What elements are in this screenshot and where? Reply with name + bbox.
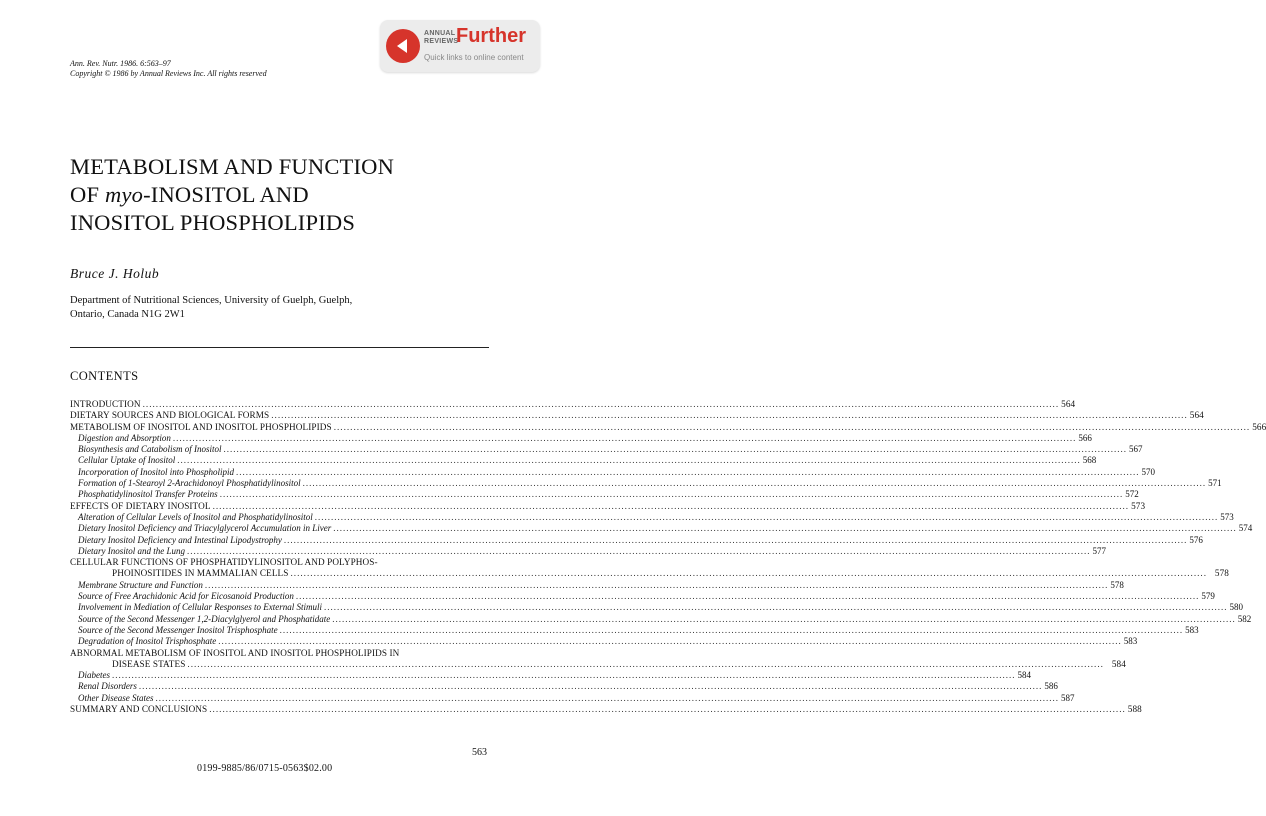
toc-entry-title: Other Disease States: [78, 692, 154, 703]
title-line-1: METABOLISM AND FUNCTION: [70, 154, 395, 179]
toc-entry-title: Membrane Structure and Function: [78, 579, 203, 590]
toc-page-number: 577: [1092, 545, 1106, 556]
citation-line: Ann. Rev. Nutr. 1986. 6:563–97: [70, 59, 171, 68]
toc-entry-title: DISEASE STATES: [112, 658, 186, 669]
toc-entry[interactable]: [70, 500, 1146, 512]
page-number: 563: [472, 747, 487, 758]
toc-entry-title: CELLULAR FUNCTIONS OF PHOSPHATIDYLINOSITOL AND POLYPHOS-: [70, 557, 378, 568]
toc-leader-dots: [177, 455, 1081, 466]
toc-page-number: 582: [1237, 613, 1252, 624]
toc-entry-title: Incorporation of Inositol into Phospholipid: [78, 466, 235, 477]
badge-further-label: Further: [456, 25, 526, 47]
title-line-3: INOSITOL PHOSPHOLIPIDS: [70, 210, 356, 235]
toc-page-number: 566: [1252, 421, 1266, 432]
toc-leader-dots: [205, 580, 1109, 591]
toc-subentry[interactable]: [70, 511, 1234, 523]
toc-leader-dots: [224, 444, 1128, 455]
toc-subentry[interactable]: [70, 579, 1124, 591]
toc-subentry[interactable]: [70, 478, 1222, 489]
toc-entry-title: Biosynthesis and Catabolism of Inositol: [78, 444, 222, 455]
toc-entry-title: Source of the Second Messenger 1,2-Diacylglyerol and Phosphatidate: [78, 613, 331, 624]
toc-page-number: 564: [1189, 410, 1204, 421]
journal-citation: [70, 59, 267, 79]
toc-subentry[interactable]: [70, 636, 1138, 647]
toc-leader-dots: [284, 535, 1188, 546]
toc-subentry[interactable]: [70, 523, 1253, 534]
contents-heading: CONTENTS: [70, 369, 139, 383]
toc-leader-dots: [209, 704, 1126, 715]
toc-entry-title: Alteration of Cellular Levels of Inositol and Phosphatidylinositol: [78, 511, 313, 522]
toc-entry-title: Source of Free Arachidonic Acid for Eicosanoid Production: [78, 591, 294, 602]
toc-entry-title: Degradation of Inositol Trisphosphate: [78, 636, 217, 647]
toc-entry-title: Dietary Inositol Deficiency and Intestinal Lipodystrophy: [78, 534, 282, 545]
toc-leader-dots: [271, 410, 1188, 421]
article-title: [70, 153, 394, 237]
toc-leader-dots: [290, 568, 1207, 579]
toc-page-number: 583: [1185, 624, 1199, 635]
issn-code: 0199-9885/86/0715-0563$02.00: [197, 763, 333, 774]
annual-reviews-further-badge[interactable]: [380, 20, 540, 72]
toc-page-number: 584: [1017, 670, 1031, 681]
toc-page-number: 570: [1141, 466, 1156, 477]
toc-page-number: 578: [1214, 568, 1230, 579]
toc-page-number: 586: [1044, 681, 1058, 692]
toc-entry-title: Dietary Inositol Deficiency and Triacylglycerol Accumulation in Liver: [78, 523, 332, 534]
author-affiliation: Department of Nutritional Sciences, University of Guelph, Guelph, Ontario, Canada N1G 2W1: [70, 295, 353, 320]
badge-subtitle: Quick links to online content: [424, 53, 524, 62]
toc-leader-dots: [220, 489, 1124, 500]
copyright-line: Copyright © 1986 by Annual Reviews Inc. All rights reserved: [70, 69, 267, 78]
toc-page-number: 587: [1061, 692, 1075, 703]
toc-subentry[interactable]: [70, 670, 1031, 681]
divider: [70, 347, 489, 348]
toc-subentry[interactable]: [70, 466, 1156, 478]
toc-subentry[interactable]: [70, 455, 1097, 466]
toc-page-number: 574: [1238, 523, 1253, 534]
toc-subentry[interactable]: [70, 681, 1058, 692]
toc-page-number: 588: [1127, 704, 1142, 715]
toc-leader-dots: [173, 433, 1077, 444]
toc-subentry[interactable]: [70, 545, 1106, 557]
toc-entry-title: Renal Disorders: [78, 681, 137, 692]
toc-entry-title: EFFECTS OF DIETARY INOSITOL: [70, 500, 211, 511]
toc-leader-dots: [332, 614, 1236, 625]
toc-entry-title: Source of the Second Messenger Inositol Trisphosphate: [78, 624, 278, 635]
toc-leader-dots: [333, 523, 1237, 534]
toc-entry-title: METABOLISM OF INOSITOL AND INOSITOL PHOSPHOLIPIDS: [70, 421, 332, 432]
toc-page-number: 576: [1189, 534, 1203, 545]
arrow-icon: [386, 29, 420, 63]
toc-entry[interactable]: [70, 647, 1126, 671]
toc-page-number: 573: [1131, 500, 1146, 511]
toc-entry-title: INTRODUCTION: [70, 399, 141, 409]
toc-leader-dots: [213, 501, 1130, 512]
toc-page-number: 567: [1129, 444, 1143, 455]
toc-entry[interactable]: [70, 421, 1266, 433]
toc-leader-dots: [139, 681, 1043, 692]
toc-entry-title: Cellular Uptake of Inositol: [78, 455, 176, 466]
toc-entry[interactable]: [70, 399, 1076, 410]
toc-page-number: 572: [1125, 489, 1139, 500]
toc-leader-dots: [296, 591, 1200, 602]
toc-subentry[interactable]: [70, 613, 1252, 625]
toc-leader-dots: [280, 625, 1184, 636]
toc-entry-title: ABNORMAL METABOLISM OF INOSITOL AND INOSITOL PHOSPHOLIPIDS IN: [70, 647, 400, 658]
toc-leader-dots: [187, 546, 1091, 557]
toc-page-number: 578: [1110, 579, 1124, 590]
toc-subentry[interactable]: [70, 444, 1143, 455]
toc-subentry[interactable]: [70, 534, 1203, 546]
toc-page-number: 579: [1201, 591, 1215, 602]
toc-leader-dots: [324, 602, 1228, 613]
toc-page-number: 564: [1061, 399, 1076, 409]
toc-entry-title: DIETARY SOURCES AND BIOLOGICAL FORMS: [70, 410, 270, 421]
toc-leader-dots: [303, 478, 1207, 489]
toc-subentry[interactable]: [70, 432, 1092, 444]
toc-subentry[interactable]: [70, 602, 1243, 613]
toc-entry[interactable]: [70, 410, 1204, 421]
toc-entry-title: Involvement in Mediation of Cellular Responses to External Stimuli: [78, 602, 322, 613]
toc-leader-dots: [236, 467, 1140, 478]
toc-entry-title: Formation of 1-Stearoyl 2-Arachidonoyl Phosphatidylinositol: [78, 478, 301, 489]
author-name: Bruce J. Holub: [70, 266, 160, 281]
table-of-contents: [70, 399, 1266, 715]
badge-annual-reviews: ANNUAL REVIEWS: [424, 30, 459, 45]
toc-page-number: 571: [1208, 478, 1222, 489]
toc-page-number: 568: [1082, 455, 1097, 466]
toc-page-number: 580: [1229, 602, 1243, 613]
toc-leader-dots: [187, 659, 1104, 670]
toc-page-number: 566: [1078, 432, 1092, 443]
toc-leader-dots: [315, 512, 1219, 523]
toc-page-number: 584: [1111, 658, 1126, 669]
toc-subentry[interactable]: [70, 692, 1075, 704]
toc-entry-title: Dietary Inositol and the Lung: [78, 545, 185, 556]
toc-entry-title: Phosphatidylinositol Transfer Proteins: [78, 489, 218, 500]
toc-subentry[interactable]: [70, 591, 1215, 602]
toc-entry-title: Diabetes: [78, 670, 110, 681]
title-line-2: OF myo-INOSITOL AND: [70, 182, 309, 207]
toc-leader-dots: [334, 422, 1251, 433]
toc-page-number: 573: [1220, 511, 1234, 522]
toc-entry-title: Digestion and Absorption: [78, 432, 171, 443]
toc-entry-title: SUMMARY AND CONCLUSIONS: [70, 704, 208, 715]
toc-leader-dots: [156, 693, 1060, 704]
toc-subentry[interactable]: [70, 489, 1139, 500]
toc-leader-dots: [112, 670, 1016, 681]
toc-page-number: 583: [1123, 636, 1138, 647]
toc-entry-title: PHOINOSITIDES IN MAMMALIAN CELLS: [112, 568, 289, 579]
toc-entry[interactable]: [70, 704, 1142, 715]
toc-entry[interactable]: [70, 557, 1230, 580]
toc-leader-dots: [218, 636, 1122, 647]
toc-subentry[interactable]: [70, 624, 1199, 636]
toc-leader-dots: [143, 399, 1060, 410]
